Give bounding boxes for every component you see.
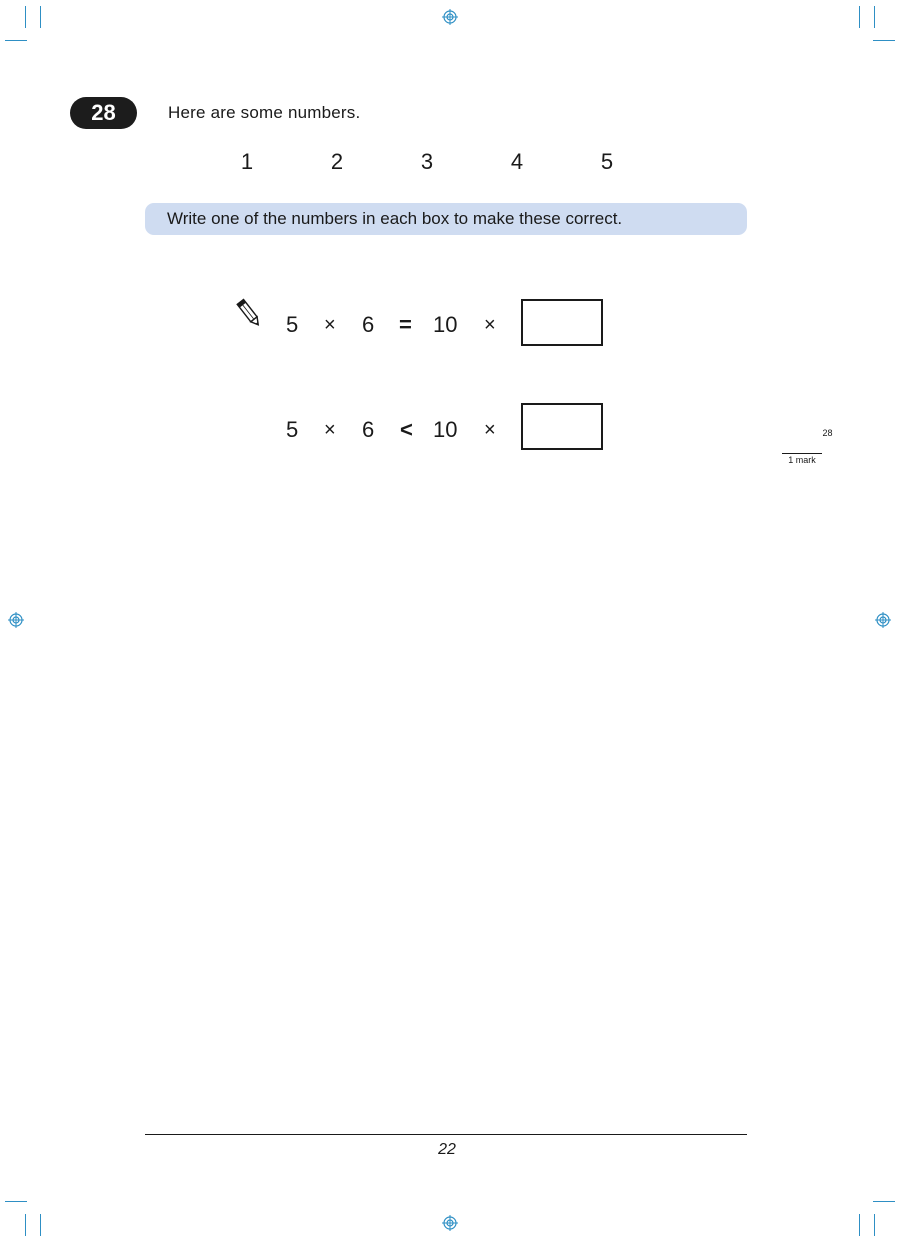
equation-1-operator: × [484,314,496,336]
equation-2-relation: < [400,417,413,442]
registration-mark-icon [8,612,24,628]
crop-mark [859,1214,860,1236]
number-option: 3 [420,149,434,174]
equation-1-operand: 5 [286,312,299,337]
equation-2-operand: 5 [286,417,299,442]
equation-1-operand: 6 [362,312,375,337]
equation-2-operand: 6 [362,417,375,442]
crop-mark [873,1201,895,1202]
registration-mark-icon [875,612,891,628]
mark-line [782,453,822,454]
number-option: 1 [240,149,254,174]
crop-mark [25,1214,26,1236]
equation-2-operator: × [324,419,336,441]
equation-2-operator: × [484,419,496,441]
crop-mark [874,1214,875,1236]
pencil-icon [236,297,262,329]
question-intro: Here are some numbers. [168,103,361,122]
equation-2-operand: 10 [433,417,458,442]
number-option: 5 [600,149,614,174]
registration-mark-icon [442,1215,458,1231]
equation-2-answer-box[interactable] [521,403,603,450]
footer-rule [145,1134,747,1135]
crop-mark [873,40,895,41]
number-option: 2 [330,149,344,174]
instruction-banner: Write one of the numbers in each box to make these correct. [145,203,747,235]
equation-1-operand: 10 [433,312,458,337]
registration-mark-icon [442,9,458,25]
number-option: 4 [510,149,524,174]
crop-mark [874,6,875,28]
crop-mark [25,6,26,28]
crop-mark [859,6,860,28]
crop-mark [40,1214,41,1236]
mark-question-ref: 28 [822,428,833,438]
page-number: 22 [438,1141,456,1158]
mark-label: 1 mark [788,455,816,465]
crop-mark [5,40,27,41]
question-number-badge: 28 [70,97,137,129]
crop-mark [40,6,41,28]
equation-1-relation: = [399,312,412,337]
crop-mark [5,1201,27,1202]
equation-1-answer-box[interactable] [521,299,603,346]
equation-1-operator: × [324,314,336,336]
